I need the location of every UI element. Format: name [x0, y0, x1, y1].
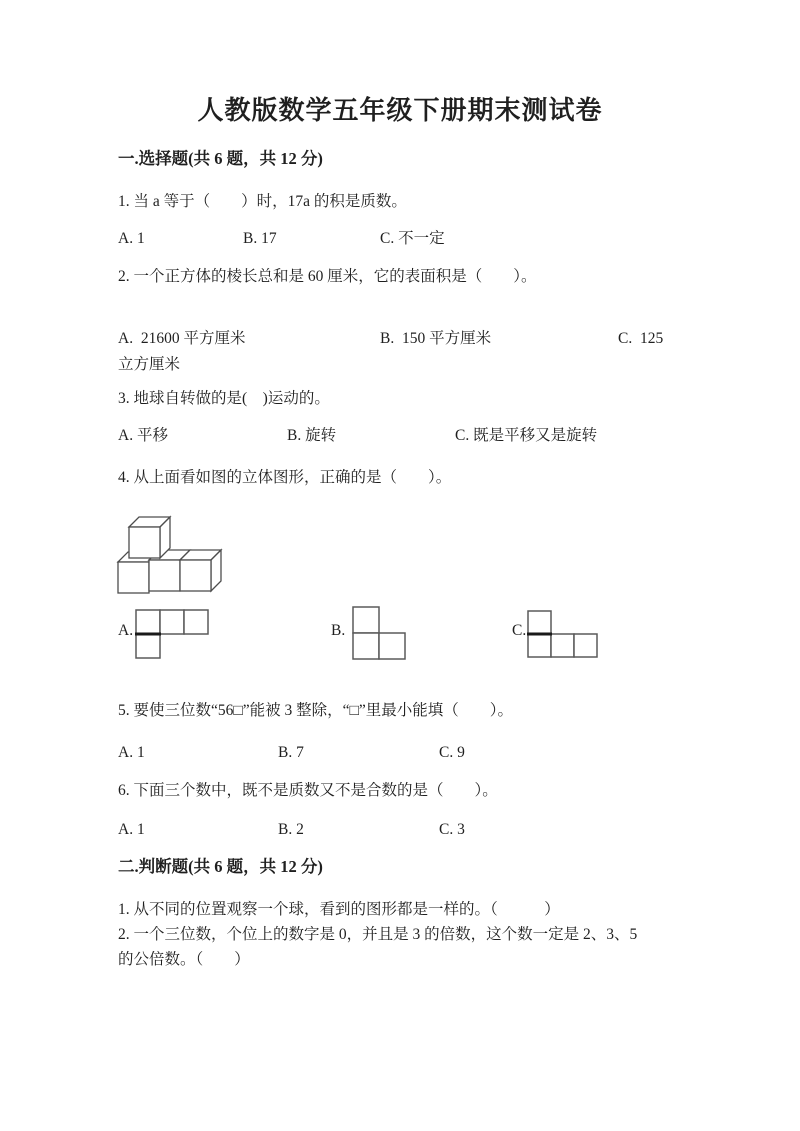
- q4-view-diagram-a: [135, 609, 211, 661]
- judge-section-heading: 二.判断题(共 6 题，共 12 分): [118, 857, 323, 876]
- judge-q1-text: 1. 从不同的位置观察一个球，看到的图形都是一样的。（ ）: [118, 901, 560, 918]
- choice-q3-option-a: A. 平移: [118, 427, 168, 444]
- choice-section-heading: 一.选择题(共 6 题，共 12 分): [118, 149, 323, 168]
- choice-q4-option-b-label: B.: [331, 622, 346, 639]
- cube-stack-figure: [110, 512, 230, 602]
- choice-q6-option-b: B. 2: [278, 821, 304, 838]
- choice-q4-option-a-label: A.: [118, 622, 134, 639]
- choice-q2-option-a: A. 21600 平方厘米: [118, 330, 246, 347]
- choice-q1-text: 1. 当 a 等于（ ）时，17a 的积是质数。: [118, 193, 407, 210]
- choice-q2-option-c-wrap: 立方厘米: [118, 356, 181, 373]
- choice-q6-option-a: A. 1: [118, 821, 145, 838]
- choice-q1-option-a: A. 1: [118, 230, 145, 247]
- choice-q6-options: [0, 820, 800, 842]
- choice-q1-options: [0, 229, 800, 251]
- choice-q5-text: 5. 要使三位数“56□”能被 3 整除，“□”里最小能填（ ）。: [118, 702, 513, 719]
- choice-q4-text: 4. 从上面看如图的立体图形，正确的是（ ）。: [118, 469, 452, 486]
- choice-q5-options: [0, 743, 800, 765]
- choice-q3-option-b: B. 旋转: [287, 427, 337, 444]
- choice-q2-option-b: B. 150 平方厘米: [380, 330, 492, 347]
- choice-q2-options: [0, 329, 800, 351]
- judge-q2-text-line1: 2. 一个三位数，个位上的数字是 0，并且是 3 的倍数，这个数一定是 2、3、5: [118, 926, 638, 943]
- choice-q3-text: 3. 地球自转做的是( )运动的。: [118, 390, 330, 407]
- choice-q4-option-c-label: C.: [512, 622, 527, 639]
- choice-q3-options: [0, 426, 800, 448]
- choice-q1-option-c: C. 不一定: [380, 230, 445, 247]
- q4-view-diagram-c: [527, 610, 601, 660]
- judge-q2-text-line2: 的公倍数。（ ）: [118, 951, 250, 968]
- choice-q6-option-c: C. 3: [439, 821, 465, 838]
- choice-q1-option-b: B. 17: [243, 230, 277, 247]
- choice-q5-option-b: B. 7: [278, 744, 304, 761]
- choice-q5-option-c: C. 9: [439, 744, 465, 761]
- page-title: 人教版数学五年级下册期末测试卷: [197, 96, 603, 125]
- choice-q3-option-c: C. 既是平移又是旋转: [455, 427, 598, 444]
- q4-view-diagram-b: [352, 606, 408, 662]
- choice-q5-option-a: A. 1: [118, 744, 145, 761]
- choice-q2-text: 2. 一个正方体的棱长总和是 60 厘米，它的表面积是（ ）。: [118, 268, 537, 285]
- choice-q6-text: 6. 下面三个数中，既不是质数又不是合数的是（ ）。: [118, 782, 498, 799]
- choice-q2-option-c: C. 125: [618, 330, 664, 347]
